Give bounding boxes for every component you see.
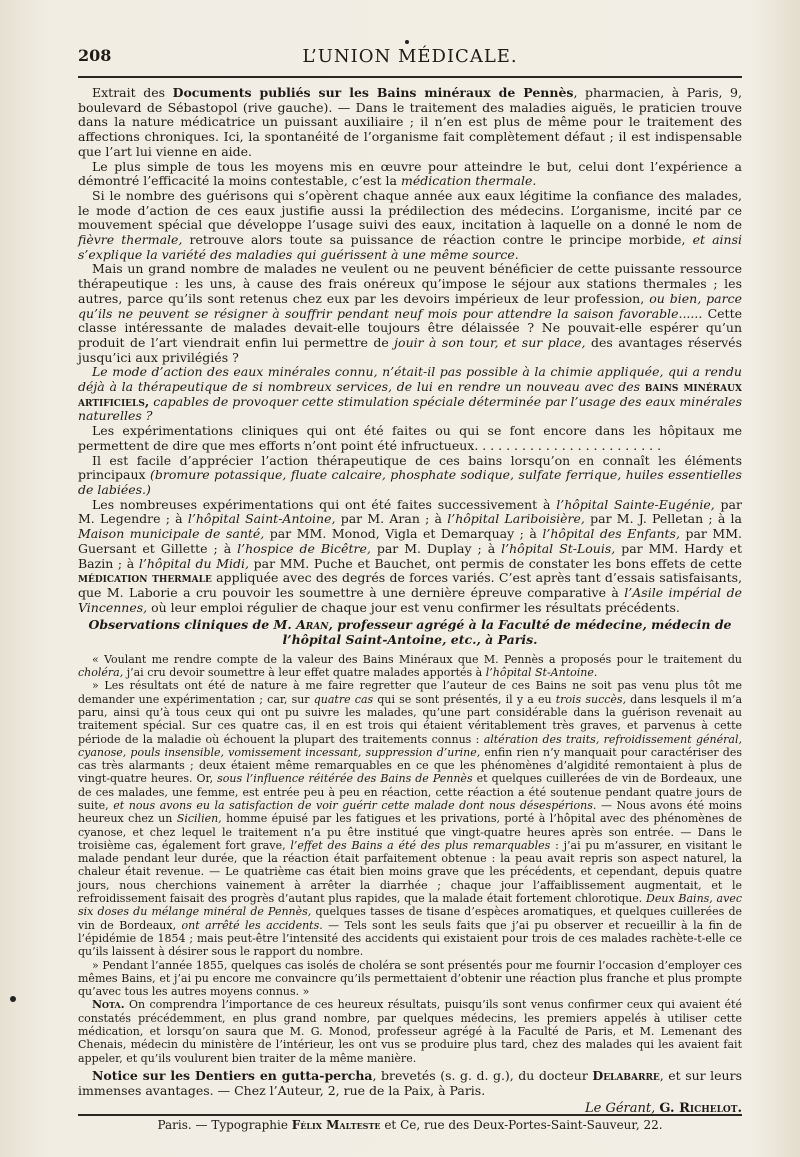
- observations-text: [78, 653, 742, 1065]
- ink-blot: [10, 996, 16, 1002]
- page-header: [78, 46, 742, 70]
- observations-heading: Observations cliniques de M. Aran, professeur agrégé à la Faculté de médecine, médecin de l’hôpital Saint-Antoine, etc., à Paris.: [88, 617, 732, 648]
- documents-title: Documents publiés sur les Bains minéraux de Pennès: [172, 85, 574, 100]
- paragraph-hospitals: Les nombreuses expérimentations qui ont été faites successivement à l’hôpital Sainte-Eugénie, par M. Legendre ; à l’hôpital Saint-Antoine, par M. Aran ; à l’hôpital Lariboisière, par M. J. Pelletan ; à la Maison municipale de santé, par MM. Monod, Vigla et Demarquay ; à l’hôpital des Enfants, par MM. Guersant et Gillette ; à l’hospice de Bicêtre, par M. Duplay ; à l’hôpital St-Louis, par MM. Hardy et Bazin ; à l’hôpital du Midi, par MM. Puche et Bauchet, ont permis de constater les bons effets de cette médication thermale appliquée avec des degrés de forces variés. C’est après tant d’essais satisfaisants, que M. Laborie a cru pouvoir les soumettre à une dernière épreuve comparative à l’Asile impérial de Vincennes, où leur emploi régulier de chaque jour est venu confirmer les résultats précédents.: [78, 496, 742, 615]
- nota-paragraph: Nota. On comprendra l’importance de ces heureux résultats, puisqu’ils sont venus confirmer ceux qui avaient été constatés précédemment, en plus grand nombre, par quelques médecins, les premiers appelés à utiliser cette médication, et lorsqu’on saura que M. G. Monod, professeur agrégé à la Faculté de Paris, et M. Lemenant des Chenais, médecin du ministère de l’intérieur, les ont vus se produire plus tard, chez des malades qui les avaient fait appeler, et qu’ils voulurent bien traiter de la même manière.: [78, 998, 742, 1065]
- paragraph-elements: Il est facile d’apprécier l’action thérapeutique de ces bains lorsqu’on en connaît les éléments principaux (bromure potassique, fluate calcaire, phosphate sodique, sulfate ferrique, huiles essentielles de labiées.): [78, 452, 742, 497]
- paragraph-healings: Si le nombre des guérisons qui s’opèrent chaque année aux eaux légitime la confiance des malades, le mode d’action de ces eaux justifie aussi la prédilection des médecins. L’organisme, incité par ce mouvement spécial que développe l’usage suivi des eaux, incitation à laquelle on a donné le nom de fièvre thermale, retrouve alors toute sa puissance de réaction contre le principe morbide, et ainsi s’explique la variété des maladies qui guérissent à une même source.: [78, 187, 743, 262]
- print-mark: [405, 40, 409, 44]
- advertisement-body: [78, 86, 742, 1117]
- paragraph-patients: Mais un grand nombre de malades ne veulent ou ne peuvent bénéficier de cette puissante ressource thérapeutique : les uns, à cause des frais onéreux qu’impose le séjour aux stations thermales ; les autres, parce qu’ils sont retenus chez eux par les devoirs impérieux de leur profession, ou bien, parce qu’ils ne peuvent se résigner à souffrir pendant neuf mois pour attendre la saison favorable...... Cette classe intéressante de malades devait-elle toujours être délaissée ? Ne pouvait-elle espérer qu’un produit de l’art viendrait enfin lui permettre de jouir à son tour, et sur place, des avantages réservés jusqu’ici aux privilégiés ?: [78, 261, 742, 365]
- paragraph-thermal: Le plus simple de tous les moyens mis en œuvre pour atteindre le but, celui dont l’expérience a démontré l’efficacité la moins contestable, c’est la médication thermale.: [78, 158, 742, 189]
- page-number: 208: [78, 46, 112, 65]
- signature: Le Gérant, G. Richelot.: [585, 1101, 742, 1117]
- header-rule: [78, 76, 742, 78]
- notice-paragraph: Notice sur les Dentiers en gutta-percha, brevetés (s. g. d. g.), du docteur Delabarre, et sur leurs immenses avantages. — Chez l’Auteur, 2, rue de la Paix, à Paris.: [78, 1067, 742, 1098]
- intro-paragraph: Extrait des Documents publiés sur les Bains minéraux de Pennès, pharmacien, à Paris, 9, boulevard de Sébastopol (rive gauche). — Dans le traitement des maladies aiguës, le praticien trouve dans la nature médicatrice un puissant auxiliaire ; il n’en est plus de même pour le traitement des affections chroniques. Ici, la spontanéité de l’organisme fait complètement défaut ; il est indispensable que l’art lui vienne en aide.: [78, 85, 742, 159]
- running-head: L’UNION MÉDICALE.: [302, 46, 518, 67]
- observation-1855: » Pendant l’année 1855, quelques cas isolés de choléra se sont présentés pour me fournir l’occasion d’employer ces mêmes Bains, et j’ai pu encore me convaincre qu’ils permettaient d’obtenir une réaction plus franche et plus prompte qu’avec tous les autres moyens connus. »: [78, 958, 742, 999]
- footer-rule: [78, 1114, 742, 1116]
- printer-imprint: Paris. — Typographie Félix Malteste et Ce, rue des Deux-Portes-Saint-Sauveur, 22.: [157, 1118, 663, 1132]
- paragraph-experiments: Les expérimentations cliniques qui ont été faites ou qui se font encore dans les hôpitaux me permettent de dire que mes efforts n’ont point été infructueux. . . . . . . . . . . . . . . . . . . . . . . .: [78, 423, 742, 453]
- observation-intro: « Voulant me rendre compte de la valeur des Bains Minéraux que M. Pennès a proposés pour le traitement du choléra, j’ai cru devoir soumettre à leur effet quatre malades apportés à l’hôpital St-Antoine.: [78, 652, 742, 680]
- notice-title: Notice sur les Dentiers en gutta-percha: [92, 1067, 373, 1083]
- paragraph-chemistry: Le mode d’action des eaux minérales connu, n’était-il pas possible à la chimie appliquée, qui a rendu déjà à la thérapeutique de si nombreux services, de lui en rendre un nouveau avec des bains minéraux artificiels, capables de provoquer cette stimulation spéciale déterminée par l’usage des eaux minérales naturelles ?: [78, 364, 742, 424]
- observation-results: » Les résultats ont été de nature à me faire regretter que l’auteur de ces Bains ne soit pas venu plus tôt me demander une expérimentation ; car, sur quatre cas qui se sont présentés, il y a eu trois succès, dans lesquels il m’a paru, ainsi qu’à tous ceux qui ont pu suivre les malades, qu’une part considérable dans la guérison revenait au traitement spécial. Sur ces quatre cas, il en est trois qui étaient véritablement très graves, et parvenus à cette période de la maladie où échouent la plupart des traitements connus : altération des traits, refroidissement général, cyanose, pouls insensible, vomissement incessant, suppression d’urine, enfin rien n’y manquait pour caractériser des cas très alarmants ; deux étaient même remarquables en ce que les phénomènes d’algidité remontaient à plus de vingt-quatre heures. Or, sous l’influence réitérée des Bains de Pennès et quelques cuillerées de vin de Bordeaux, une de ces malades, une femme, est entrée peu à peu en réaction, cette réaction a été soutenue pendant quatre jours de suite, et nous avons eu la satisfaction de voir guérir cette malade dont nous désespérions. — Nous avons été moins heureux chez un Sicilien, homme épuisé par les fatigues et les privations, porté à l’hôpital avec des phénomènes de cyanose, et chez lequel le traitement n’a pu être institué que vingt-quatre heures après son entrée. — Dans le troisième cas, également fort grave, l’effet des Bains a été des plus remarquables : j’ai pu m’assurer, en visitant le malade pendant leur durée, que la réaction était parfaitement obtenue : la peau avait repris son aspect naturel, la chaleur était revenue. — Le quatrième cas était bien moins grave que les précédents, et cependant, depuis quatre jours, nous cherchions vainement à arrêter la diarrhée ; chaque jour l’affaiblissement augmentait, et le refroidissement faisait des progrès d’autant plus rapides, que la malade était fortement chlorotique. Deux Bains, avec six doses du mélange minéral de Pennès, quelques tasses de tisane d’espèces aromatiques, et quelques cuillerées de vin de Bordeaux, ont arrêté les accidents. — Tels sont les seuls faits que j’ai pu observer et recueillir à la fin de l’épidémie de 1854 ; mais peut-être l’intensité des accidents qui existaient pour trois de ces malades rachète-t-elle ce qu’ils laissent à désirer sous le rapport du nombre.: [78, 679, 743, 959]
